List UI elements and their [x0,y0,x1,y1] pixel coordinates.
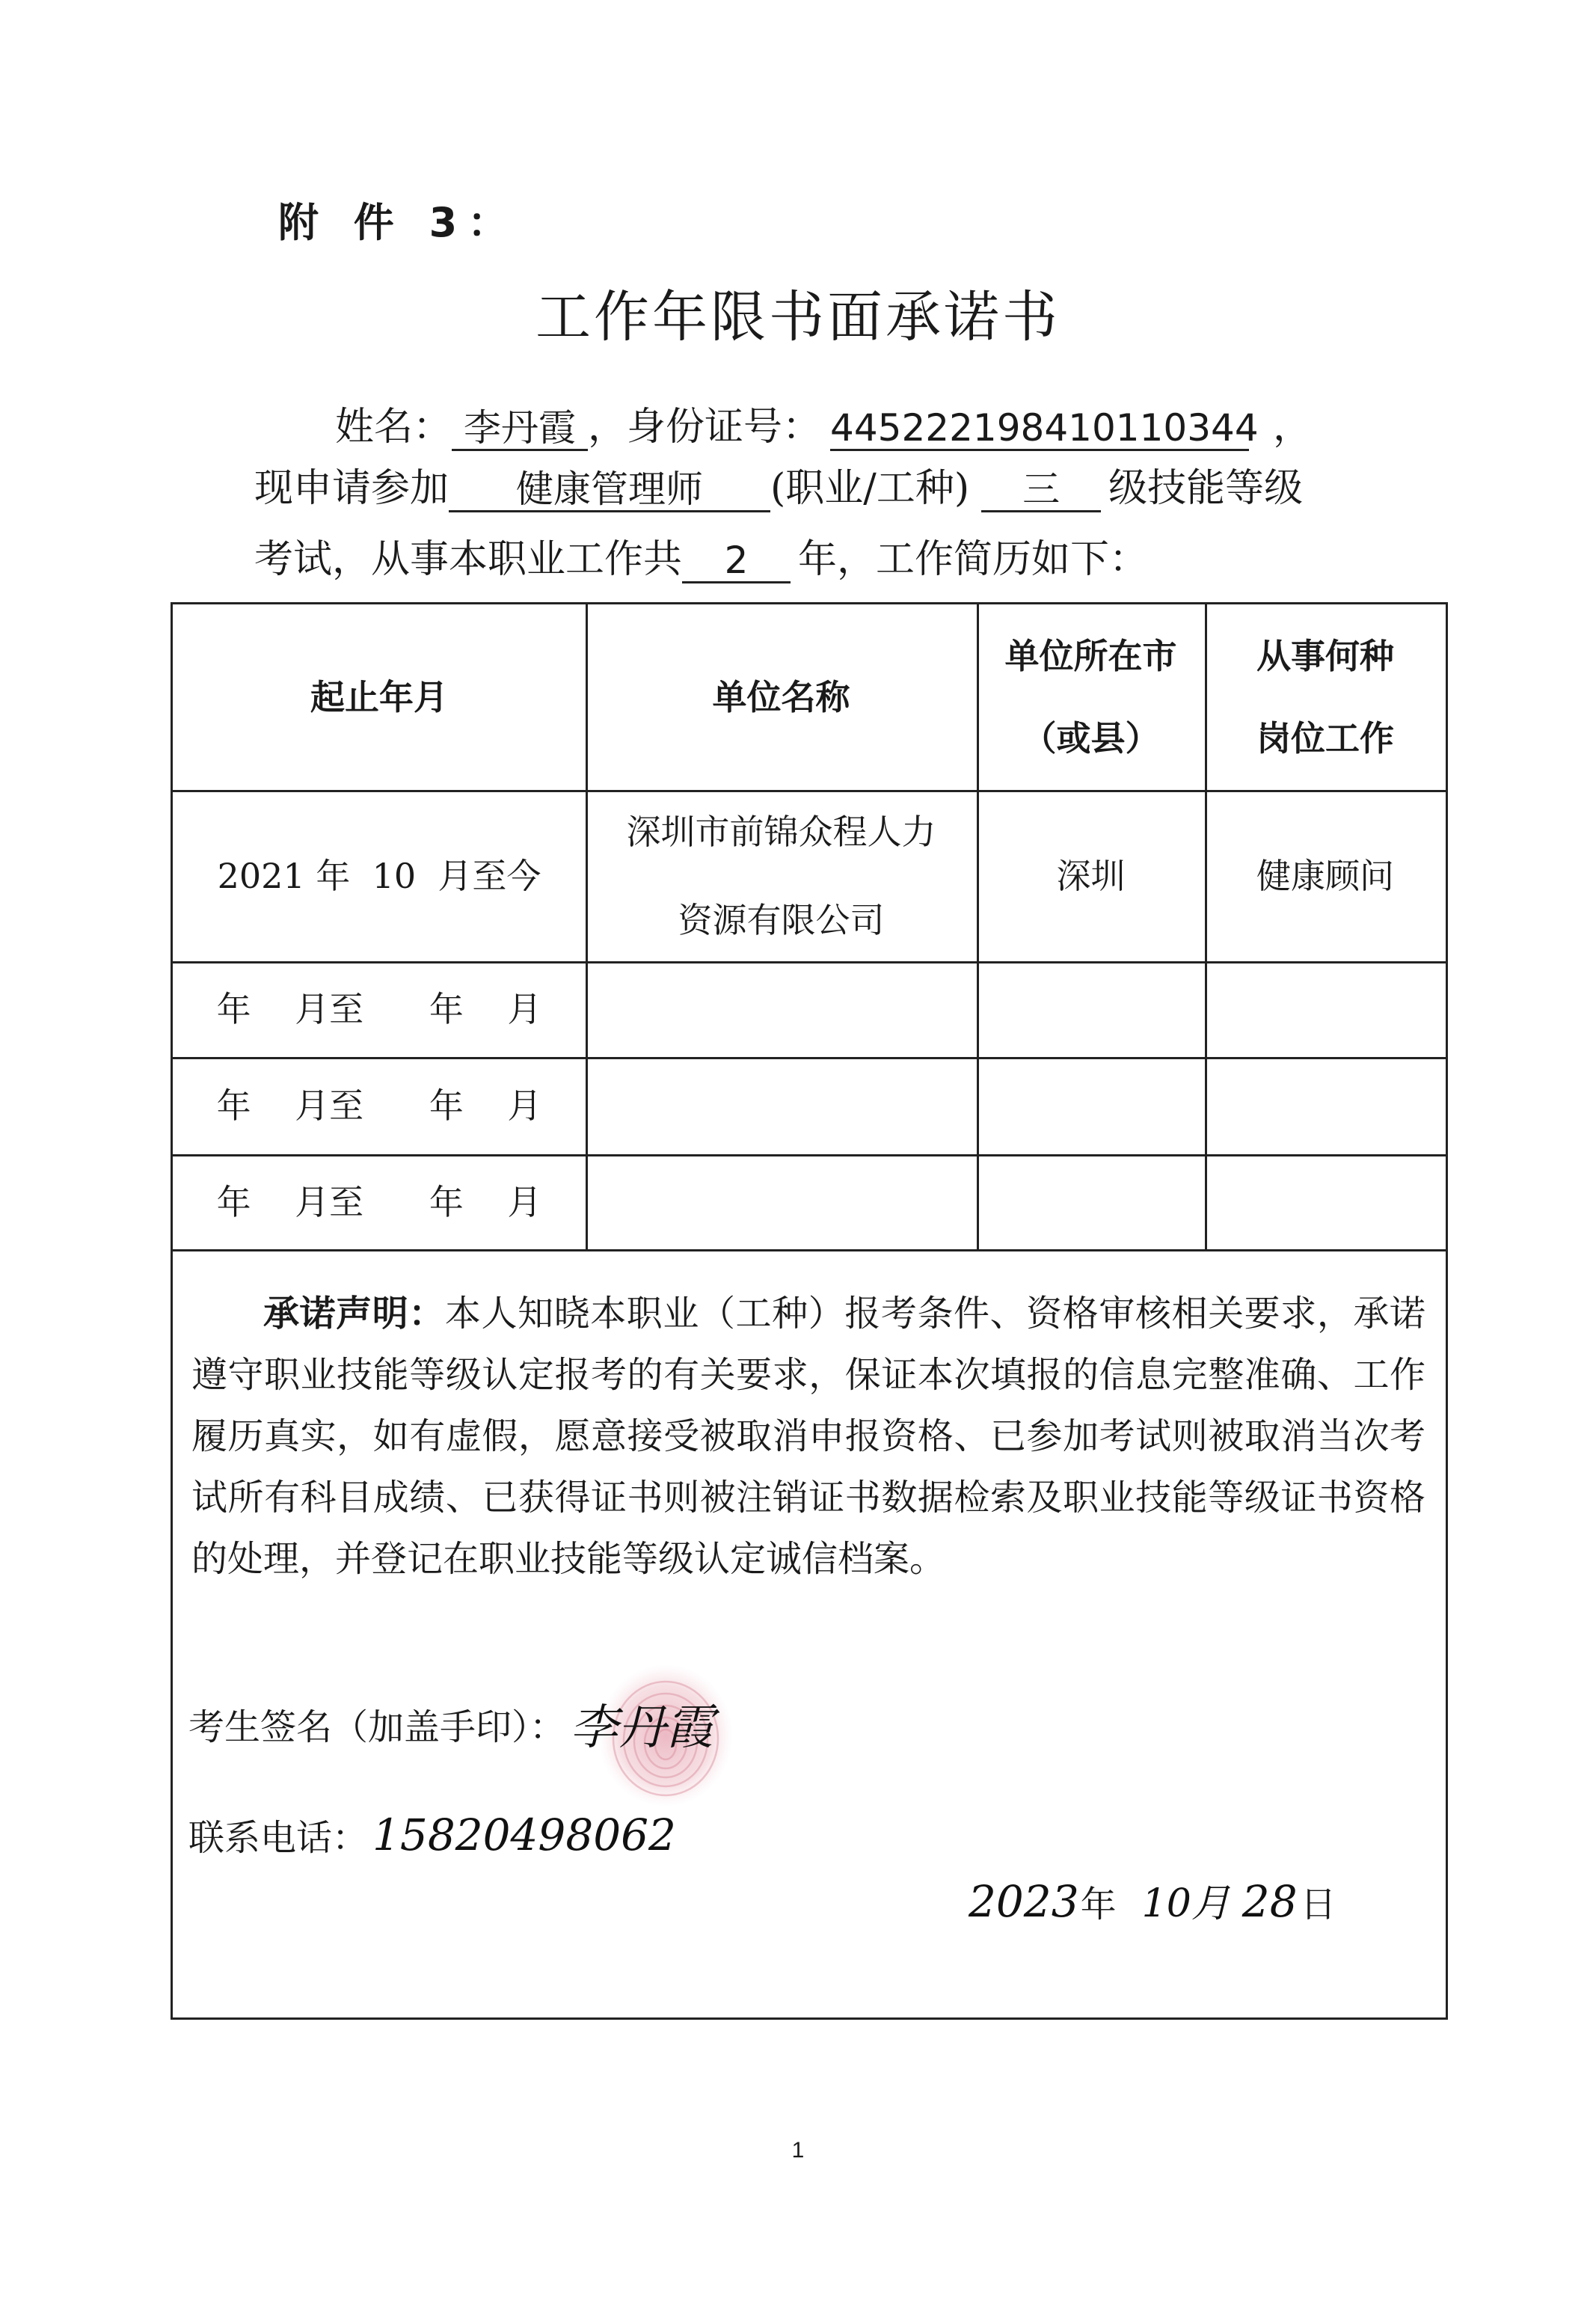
name-label: 姓名： [335,405,452,450]
pledge-statement [191,1283,1425,1590]
signature-row [188,1689,713,1758]
header-period-text: 起止年月 [310,677,448,717]
occupation-suffix: (职业/工种) [770,466,970,511]
header-company [586,604,977,790]
row1-position: 健康顾问 [1256,855,1394,896]
header-city [977,604,1205,790]
phone-row [188,1809,676,1860]
years-field: 2 [682,540,791,583]
header-city-line1: 单位所在市 [1004,636,1177,676]
row3-period: 年 月至 年 月 [216,1085,542,1126]
row1-company-line2: 资源有限公司 [678,899,885,940]
row1-period: 2021 年 10 月至今 [217,855,541,896]
exam-label: 考试，从事本职业工作共 [254,537,683,582]
page-number: 1 [791,2138,805,2163]
table-rule [173,1249,1446,1251]
date-year: 2023 [969,1876,1079,1927]
date-year-unit: 年 [1080,1884,1117,1925]
row4-period: 年 月至 年 月 [216,1181,542,1222]
id-label: ，身份证号： [588,405,822,450]
date-day: 28 [1241,1876,1298,1927]
line1-end-punct: ， [1273,405,1313,450]
date-day-unit: 日 [1300,1884,1336,1925]
pledge-text: 本人知晓本职业（工种）报考条件、资格审核相关要求，承诺遵守职业技能等级认定报考的有关要求，保证本次填报的信息完整准确、工作履历真实，如有虚假，愿意接受被取消申报资格、已参加考试则被取消当次考试所有科目成绩、已获得证书则被注销证书数据检索及职业技能等级证书资格的处理，并登记在职业技能等级认定诚信档案。 [191,1293,1425,1580]
date-row [969,1872,1336,1928]
header-period [173,604,586,790]
row1-company-line1: 深圳市前锦众程人力 [626,811,936,852]
phone-label: 联系电话： [188,1817,369,1859]
annex-label: 附 件 3： [278,199,519,246]
row1-city: 深圳 [1056,855,1126,896]
apply-label: 现申请参加 [254,466,449,511]
handwritten-signature: 李丹霞 [570,1700,714,1756]
intro-line-1 [335,395,1312,451]
handwritten-phone: 15820498062 [372,1809,676,1860]
header-position [1205,604,1446,790]
date-month: 10月 [1141,1881,1230,1926]
id-number-field: 445222198410110344 [830,406,1259,450]
document-title: 工作年限书面承诺书 [535,285,1061,349]
header-company-text: 单位名称 [712,677,850,717]
intro-line-3 [254,527,1148,583]
intro-line-2 [254,456,1303,512]
occupation-field: 健康管理师 [449,469,770,512]
level-suffix: 级技能等级 [1108,466,1304,511]
row1-company [586,790,977,961]
header-city-line2: （或县） [1022,718,1160,759]
header-position-line2: 岗位工作 [1256,718,1394,759]
level-field: 三 [981,469,1101,512]
header-position-line1: 从事何种 [1256,636,1394,676]
signature-label: 考生签名（加盖手印）： [188,1706,566,1748]
pledge-lead: 承诺声明： [263,1293,445,1335]
years-suffix: 年，工作简历如下： [798,537,1149,582]
name-field: 李丹霞 [452,408,588,451]
row2-period: 年 月至 年 月 [216,989,542,1029]
